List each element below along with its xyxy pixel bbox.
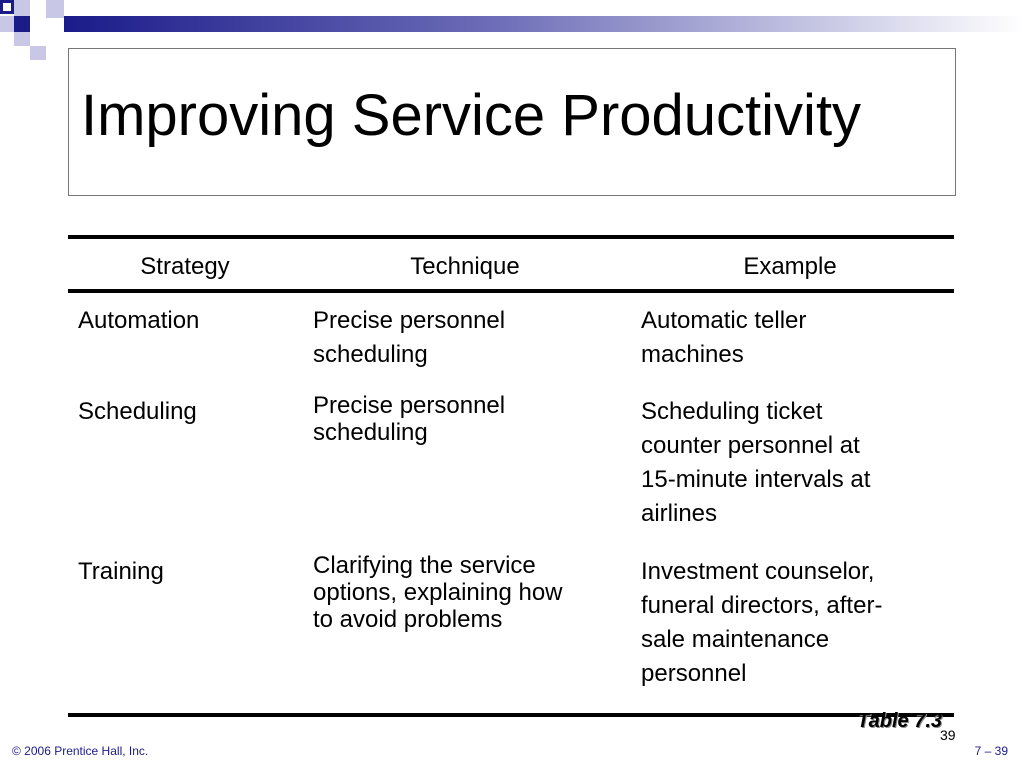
cell-technique-row3 [313, 552, 563, 633]
cell-line: 15-minute intervals at [641, 466, 871, 493]
cell-line: personnel [641, 660, 747, 687]
cell-line: Automation [78, 307, 200, 334]
decor-square [46, 0, 64, 18]
cell-example-row3 [641, 555, 882, 691]
cell-line: funeral directors, after- [641, 592, 883, 619]
cell-line: sale maintenance [641, 626, 830, 653]
table-caption: Table 7.3 [857, 710, 942, 732]
footer-copyright: © 2006 Prentice Hall, Inc. [12, 744, 149, 758]
cell-strategy-scheduling [78, 395, 197, 429]
cell-line: counter personnel at [641, 432, 860, 459]
column-header-strategy: Strategy [140, 253, 230, 280]
cell-line: machines [641, 341, 744, 368]
cell-line: Training [78, 558, 164, 585]
page-title: Improving Service Productivity [81, 83, 862, 148]
cell-technique-row1 [313, 304, 505, 372]
cell-strategy-training [78, 555, 164, 589]
table-bottom-rule [68, 713, 954, 717]
decor-square [14, 32, 30, 46]
decor-square [30, 0, 46, 16]
table-top-rule [68, 235, 954, 239]
cell-line: Precise personnel [313, 307, 506, 334]
cell-technique-row2 [313, 392, 505, 446]
cell-line: scheduling [313, 419, 428, 446]
cell-line: Scheduling ticket [641, 398, 823, 425]
cell-line: Clarifying the service [313, 552, 536, 579]
header-gradient-bar [64, 16, 1024, 32]
decor-square [30, 46, 46, 60]
column-header-technique: Technique [410, 253, 520, 280]
cell-line: Scheduling [78, 398, 197, 425]
cell-line: Precise personnel [313, 392, 506, 419]
cell-line: Investment counselor, [641, 558, 875, 585]
cell-line: airlines [641, 500, 718, 527]
column-header-example: Example [743, 253, 837, 280]
cell-example-row2 [641, 395, 870, 531]
cell-line: scheduling [313, 341, 428, 368]
page-number: 39 [940, 727, 956, 743]
decor-square [14, 0, 30, 16]
cell-example-row1 [641, 304, 806, 372]
footer-slide-ref: 7 – 39 [974, 744, 1008, 758]
decor-square [30, 16, 46, 32]
decor-square [14, 16, 30, 32]
table-header-rule [68, 289, 954, 293]
cell-strategy-automation [78, 304, 199, 338]
cell-line: Automatic teller [641, 307, 807, 334]
cell-line: to avoid problems [313, 606, 503, 633]
decor-square [0, 0, 14, 14]
decor-square [0, 16, 14, 32]
cell-line: options, explaining how [313, 579, 563, 606]
title-box [68, 48, 956, 196]
